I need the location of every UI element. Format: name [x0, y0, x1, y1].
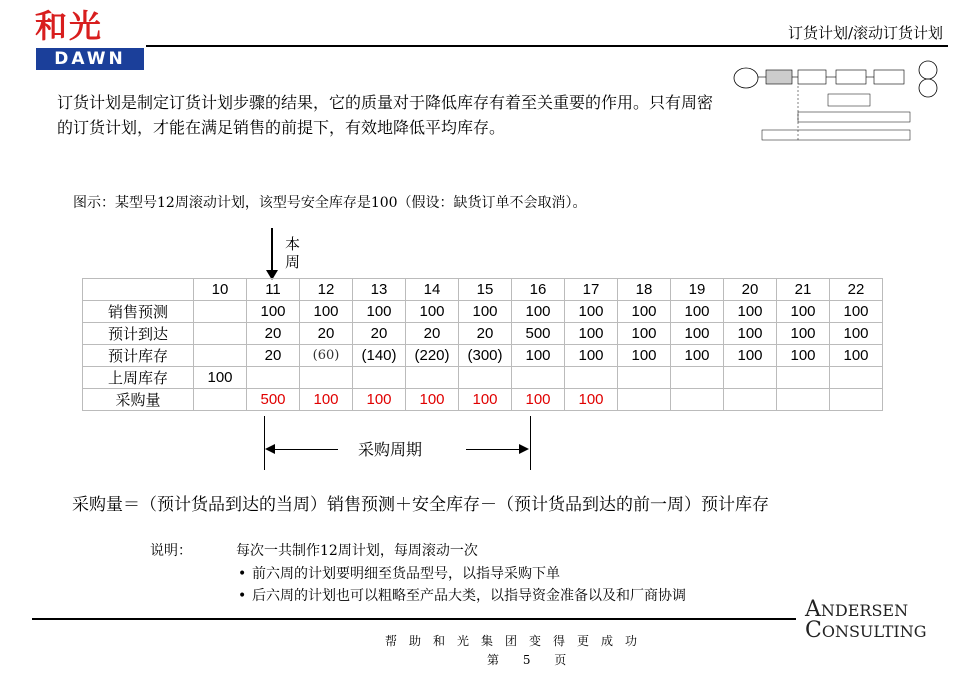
purchase-formula: 采购量＝（预计货品到达的当周）销售预测＋安全库存－（预计货品到达的前一周）预计库存: [72, 495, 769, 515]
table-cell: (140): [353, 345, 406, 367]
table-cell: [194, 323, 247, 345]
bullet-text: 前六周的计划要明细至货品型号，以指导采购下单: [252, 566, 560, 582]
table-cell: 100: [777, 323, 830, 345]
table-cell: 100: [353, 301, 406, 323]
table-cell: 20: [353, 323, 406, 345]
table-cell: 20: [459, 323, 512, 345]
row-label: 采购量: [83, 389, 194, 411]
header-corner-cell: [83, 279, 194, 301]
table-cell: [406, 367, 459, 389]
table-cell: 100: [300, 301, 353, 323]
arrow-right-icon: [519, 444, 529, 454]
period-arrow-right-shaft: [466, 449, 520, 450]
bullet-icon: •: [238, 588, 247, 604]
table-cell: [618, 389, 671, 411]
table-cell: [830, 367, 883, 389]
table-cell: 100: [353, 389, 406, 411]
table-cell: 100: [194, 367, 247, 389]
week-header: 11: [247, 279, 300, 301]
footer-divider: [32, 618, 796, 620]
table-cell: [724, 367, 777, 389]
table-cell: (220): [406, 345, 459, 367]
table-cell: 100: [406, 389, 459, 411]
table-cell: 100: [512, 301, 565, 323]
row-label: 预计到达: [83, 323, 194, 345]
week-header: 19: [671, 279, 724, 301]
table-cell: 100: [459, 301, 512, 323]
row-label: 上周库存: [83, 367, 194, 389]
table-cell: 20: [247, 323, 300, 345]
table-cell: [618, 367, 671, 389]
period-arrow-left-shaft: [272, 449, 338, 450]
week-header: 13: [353, 279, 406, 301]
week-header: 18: [618, 279, 671, 301]
table-cell: 100: [777, 301, 830, 323]
page-number: 第 5 页: [487, 653, 577, 667]
table-cell: [247, 367, 300, 389]
table-cell: 100: [512, 389, 565, 411]
week-header: 17: [565, 279, 618, 301]
table-row-sales-forecast: [83, 301, 883, 323]
table-cell: (60): [300, 345, 353, 367]
notes-label: 说明：: [150, 543, 192, 559]
table-row-last-week-inventory: [83, 367, 883, 389]
table-cell: 100: [830, 301, 883, 323]
figure-caption: 图示：某型号12周滚动计划，该型号安全库存是100（假设：缺货订单不会取消）。: [73, 195, 587, 211]
list-item: [238, 585, 686, 605]
table-cell: 500: [247, 389, 300, 411]
table-cell: 100: [459, 389, 512, 411]
row-label: 预计库存: [83, 345, 194, 367]
table-cell: 100: [830, 345, 883, 367]
week-header: 21: [777, 279, 830, 301]
rolling-plan-table: [82, 278, 883, 411]
table-cell: [565, 367, 618, 389]
week-header: 10: [194, 279, 247, 301]
bullet-text: 后六周的计划也可以粗略至产品大类，以指导资金准备以及和厂商协调: [252, 588, 686, 604]
week-header: 12: [300, 279, 353, 301]
week-header: 20: [724, 279, 777, 301]
table-row-purchase-quantity: [83, 389, 883, 411]
table-cell: [512, 367, 565, 389]
table-cell: 500: [512, 323, 565, 345]
week-header: 15: [459, 279, 512, 301]
table-cell: 100: [618, 301, 671, 323]
bullet-icon: •: [238, 566, 247, 582]
table-cell: 20: [300, 323, 353, 345]
intro-paragraph: 订货计划是制定订货计划步骤的结果，它的质量对于降低库存有着至关重要的作用。只有周密的订货计划，才能在满足销售的前提下，有效地降低平均库存。: [57, 93, 714, 137]
table-cell: 100: [512, 345, 565, 367]
table-cell: [194, 301, 247, 323]
table-cell: 100: [565, 323, 618, 345]
current-week-label: 本周: [285, 235, 301, 271]
table-cell: [671, 367, 724, 389]
week-header: 14: [406, 279, 459, 301]
header-divider: [146, 45, 948, 47]
table-header-row: [83, 279, 883, 301]
table-cell: 100: [565, 301, 618, 323]
andersen-consulting-logo: ANDERSEN CONSULTING: [805, 597, 927, 643]
table-cell: 100: [724, 345, 777, 367]
table-cell: 100: [565, 389, 618, 411]
table-cell: 100: [724, 301, 777, 323]
table-cell: [671, 389, 724, 411]
table-cell: [194, 345, 247, 367]
week-header: 22: [830, 279, 883, 301]
table-cell: [777, 389, 830, 411]
table-cell: 100: [618, 345, 671, 367]
table-cell: 20: [247, 345, 300, 367]
table-cell: 20: [406, 323, 459, 345]
notes-line: 每次一共制作12周计划，每周滚动一次: [236, 543, 478, 559]
row-label: 销售预测: [83, 301, 194, 323]
table-cell: 100: [300, 389, 353, 411]
table-cell: (300): [459, 345, 512, 367]
logo-english: DAWN: [36, 48, 144, 70]
table-cell: [300, 367, 353, 389]
process-flow-thumbnail: [732, 58, 944, 148]
table-cell: [830, 389, 883, 411]
purchase-period-label: 采购周期: [358, 440, 423, 459]
current-week-arrow: [271, 228, 273, 276]
table-cell: 100: [830, 323, 883, 345]
table-cell: [194, 389, 247, 411]
period-start-line: [264, 416, 265, 470]
table-cell: 100: [671, 301, 724, 323]
table-cell: 100: [406, 301, 459, 323]
table-cell: [777, 367, 830, 389]
table-cell: 100: [565, 345, 618, 367]
table-row-expected-arrival: [83, 323, 883, 345]
table-cell: 100: [618, 323, 671, 345]
table-cell: 100: [724, 323, 777, 345]
list-item: [238, 563, 560, 583]
period-end-line: [530, 416, 531, 470]
footer-slogan: 帮助和光集团变得更成功: [385, 634, 650, 648]
logo-chinese: 和光: [35, 7, 104, 45]
table-row-expected-inventory: [83, 345, 883, 367]
section-title: 订货计划/滚动订货计划: [787, 24, 943, 42]
table-cell: 100: [247, 301, 300, 323]
table-cell: [459, 367, 512, 389]
table-cell: 100: [671, 323, 724, 345]
table-cell: 100: [777, 345, 830, 367]
table-cell: [353, 367, 406, 389]
table-cell: 100: [671, 345, 724, 367]
week-header: 16: [512, 279, 565, 301]
table-cell: [724, 389, 777, 411]
